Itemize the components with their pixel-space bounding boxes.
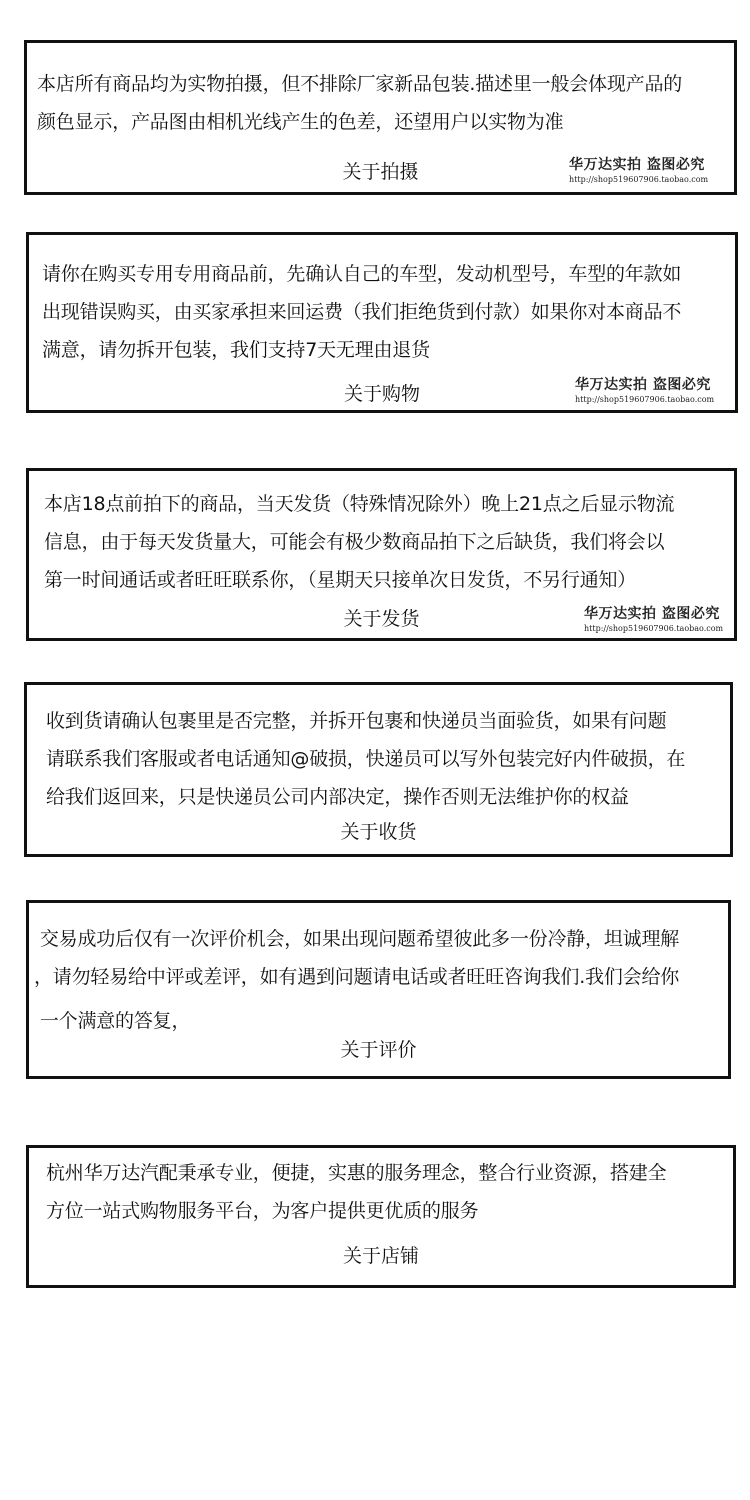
notice-line: 满意，请勿拆开包装，我们支持7天无理由退货 [42, 339, 430, 361]
notice-line: 一个满意的答复， [34, 1010, 191, 1032]
watermark-url: http://shop519607906.taobao.com [569, 175, 709, 184]
notice-text [46, 1154, 731, 1230]
notice-title: 关于发货 [343, 608, 420, 630]
notice-title: 关于评价 [340, 1039, 417, 1061]
notice-line: 收到货请确认包裹里是否完整，并拆开包裹和快递员当面验货，如果有问题 [46, 710, 667, 732]
notice-line: 交易成功后仅有一次评价机会，如果出现问题希望彼此多一份冷静，坦诚理解 [34, 928, 680, 950]
notice-text [34, 920, 732, 1040]
notice-line: 请你在购买专用专用商品前，先确认自己的车型，发动机型号，车型的年款如 [42, 263, 682, 285]
notice-text [44, 485, 734, 599]
watermark-text: 华万达实拍 盗图必究 [584, 606, 720, 622]
watermark-url: http://shop519607906.taobao.com [584, 624, 724, 633]
notice-box-receiving [24, 682, 733, 857]
notice-line: 出现错误购买，由买家承担来回运费（我们拒绝货到付款）如果你对本商品不 [42, 301, 682, 323]
notice-line: 请联系我们客服或者电话通知@破损，快递员可以写外包装完好内件破损，在 [46, 748, 686, 770]
notice-title: 关于拍摄 [342, 161, 419, 183]
notice-line: 本店18点前拍下的商品，当天发货（特殊情况除外）晚上21点之后显示物流 [44, 493, 675, 515]
watermark [575, 377, 714, 405]
notice-line: 杭州华万达汽配秉承专业，便捷，实惠的服务理念，整合行业资源，搭建全 [46, 1162, 667, 1184]
notice-title: 关于购物 [343, 383, 420, 405]
notice-text [42, 255, 732, 369]
notice-line: 方位一站式购物服务平台，为客户提供更优质的服务 [46, 1200, 479, 1222]
notice-line: 颜色显示，产品图由相机光线产生的色差，还望用户以实物为准 [37, 111, 564, 133]
watermark-text: 华万达实拍 盗图必究 [569, 157, 705, 173]
notice-box-shopping [26, 232, 738, 413]
notice-box-store [26, 1145, 736, 1288]
notice-text [46, 702, 736, 816]
notice-line: 第一时间通话或者旺旺联系你，（星期天只接单次日发货，不另行通知） [44, 569, 637, 591]
watermark-url: http://shop519607906.taobao.com [575, 395, 715, 404]
notice-line: ，请勿轻易给中评或差评，如有遇到问题请电话或者旺旺咨询我们.我们会给你 [34, 966, 680, 988]
notice-line: 信息，由于每天发货量大，可能会有极少数商品拍下之后缺货，我们将会以 [44, 531, 665, 553]
watermark [584, 606, 723, 634]
watermark [569, 157, 708, 185]
notice-box-photography [24, 40, 737, 195]
notice-text [37, 65, 727, 141]
notice-box-review [26, 900, 731, 1079]
notice-box-shipping [26, 468, 737, 641]
watermark-text: 华万达实拍 盗图必究 [575, 377, 711, 393]
notice-title: 关于收货 [340, 821, 417, 843]
notice-title: 关于店铺 [342, 1245, 419, 1267]
notice-line: 给我们返回来，只是快递员公司内部决定，操作否则无法维护你的权益 [46, 786, 629, 808]
notice-line: 本店所有商品均为实物拍摄，但不排除厂家新品包装.描述里一般会体现产品的 [37, 73, 683, 95]
